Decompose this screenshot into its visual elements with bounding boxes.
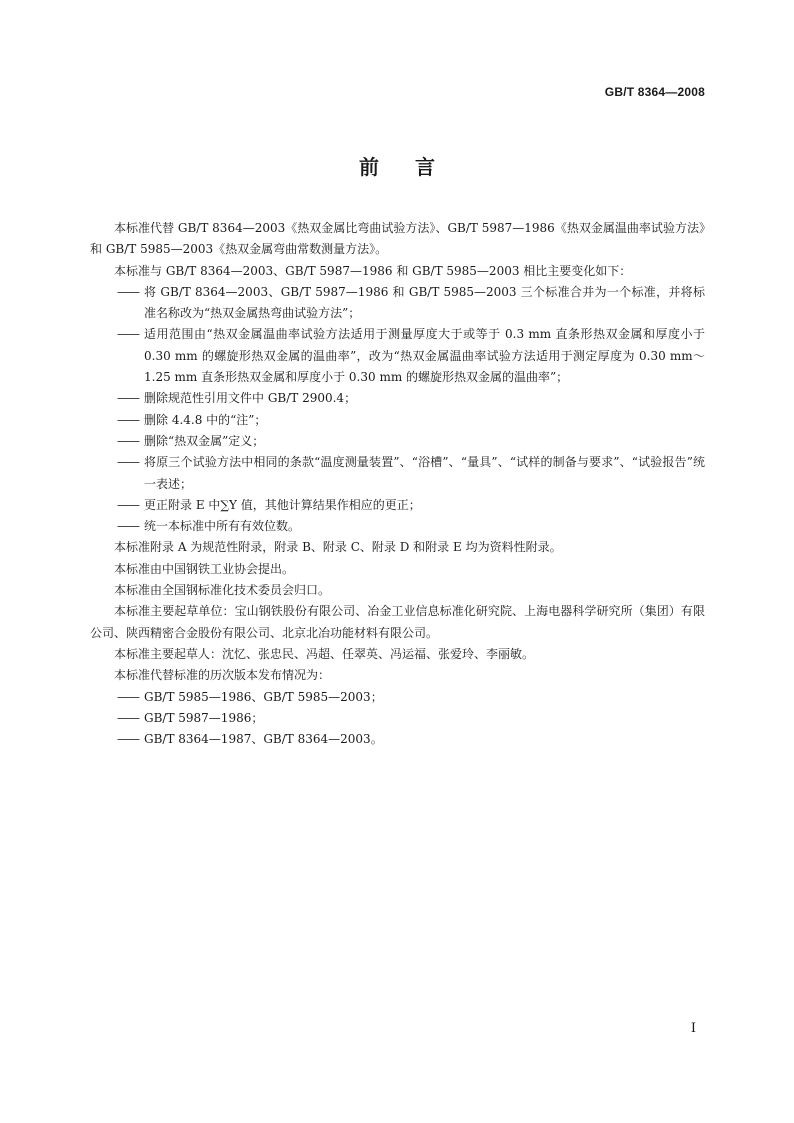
dash-marker: —— bbox=[117, 412, 139, 427]
change-item bbox=[90, 516, 705, 537]
change-item bbox=[90, 388, 705, 409]
change-item bbox=[90, 495, 705, 516]
history-item-text: GB/T 5987—1986； bbox=[144, 710, 264, 725]
change-item-text: 将 GB/T 8364—2003、GB/T 5987—1986 和 GB/T 5985—2003 三个标准合并为一个标准，并将标准名称改为“热双金属热弯曲试验方法”； bbox=[144, 284, 705, 321]
note-paragraph: 本标准代替标准的历次版本发布情况为： bbox=[114, 668, 331, 683]
page-title: 前言 bbox=[359, 155, 471, 179]
history-item bbox=[90, 708, 705, 729]
change-item-text: 适用范围由“热双金属温曲率试验方法适用于测量厚度大于或等于 0.3 mm 直条形热双金属和厚度小于 0.30 mm 的螺旋形热双金属的温曲率”，改为“热双金属温曲率试验方法适用于测定厚度为 0.30 mm～1.25 mm 直条形热双金属和厚度小于 0.30 mm 的螺旋形热双金属的温曲率”； bbox=[144, 327, 705, 385]
note-paragraph: 本标准由中国钢铁工业协会提出。 bbox=[114, 561, 295, 576]
dash-marker: —— bbox=[117, 710, 139, 725]
note-paragraph: 本标准由全国钢标准化技术委员会归口。 bbox=[114, 583, 331, 598]
dash-marker: —— bbox=[117, 284, 139, 299]
dash-marker: —— bbox=[117, 391, 139, 406]
page-number: I bbox=[690, 1021, 696, 1036]
history-item bbox=[90, 729, 705, 750]
change-item bbox=[90, 410, 705, 431]
note-paragraph: 本标准主要起草人：沈忆、张忠民、冯超、任翠英、冯运福、张爱玲、李丽敏。 bbox=[114, 646, 535, 661]
history-item bbox=[90, 687, 705, 708]
change-item bbox=[90, 282, 705, 325]
dash-marker: —— bbox=[117, 433, 139, 448]
dash-marker: —— bbox=[117, 689, 139, 704]
dash-marker: —— bbox=[117, 497, 139, 512]
change-item-text: 统一本标准中所有有效位数。 bbox=[144, 519, 301, 534]
note-paragraph: 本标准附录 A 为规范性附录，附录 B、附录 C、附录 D 和附录 E 均为资料性附录。 bbox=[114, 540, 562, 555]
change-item bbox=[90, 431, 705, 452]
dash-marker: —— bbox=[117, 732, 139, 747]
change-item bbox=[90, 452, 705, 495]
dash-marker: —— bbox=[117, 519, 139, 534]
change-item-text: 删除 4.4.8 中的“注”； bbox=[144, 412, 267, 427]
intro-paragraph: 本标准与 GB/T 8364—2003、GB/T 5987—1986 和 GB/T 5985—2003 相比主要变化如下： bbox=[114, 263, 632, 278]
dash-marker: —— bbox=[117, 327, 139, 342]
foreword-body bbox=[90, 218, 705, 750]
standard-code: GB/T 8364—2008 bbox=[604, 85, 705, 99]
change-item-text: 删除规范性引用文件中 GB/T 2900.4； bbox=[144, 391, 357, 406]
history-item-text: GB/T 8364—1987、GB/T 8364—2003。 bbox=[144, 732, 383, 747]
change-item bbox=[90, 324, 705, 388]
dash-marker: —— bbox=[117, 455, 139, 470]
change-item-text: 将原三个试验方法中相同的条款“温度测量装置”、“浴槽”、“量具”、“试样的制备与要求”、“试验报告”统一表述； bbox=[144, 455, 705, 491]
change-item-text: 更正附录 E 中∑Y 值，其他计算结果作相应的更正； bbox=[144, 497, 421, 512]
note-paragraph: 本标准主要起草单位：宝山钢铁股份有限公司、冶金工业信息标准化研究院、上海电器科学研究所（集团）有限公司、陕西精密合金股份有限公司、北京北冶功能材料有限公司。 bbox=[90, 604, 705, 640]
intro-paragraph: 本标准代替 GB/T 8364—2003《热双金属比弯曲试验方法》、GB/T 5987—1986《热双金属温曲率试验方法》和 GB/T 5985—2003《热双金属弯曲常数测量方法》。 bbox=[90, 221, 705, 257]
change-item-text: 删除“热双金属”定义； bbox=[144, 433, 265, 448]
history-item-text: GB/T 5985—1986、GB/T 5985—2003； bbox=[144, 689, 383, 704]
